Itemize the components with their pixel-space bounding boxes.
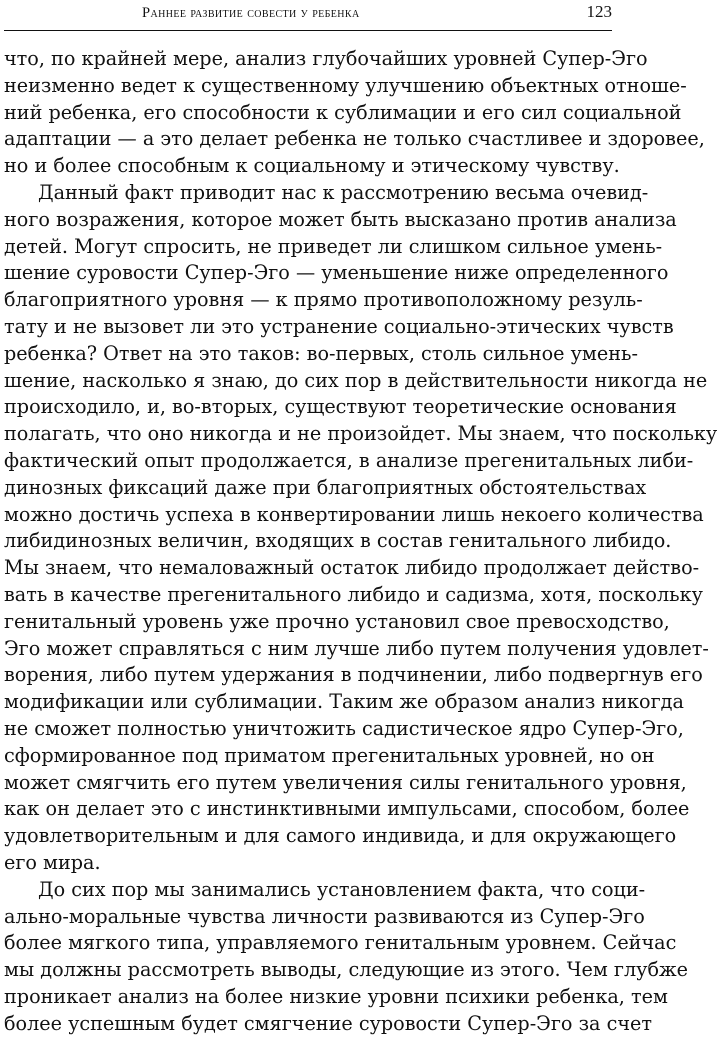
text-line: ворения, либо путем удержания в подчинении, либо подвергнув его xyxy=(4,663,703,687)
text-line: мы должны рассмотреть выводы, следующие из этого. Чем глубже xyxy=(4,958,689,982)
page-header xyxy=(4,0,612,31)
text-line: что, по крайней мере, анализ глубочайших уровней Супер-Эго xyxy=(4,47,648,70)
text-line: сформированное под приматом прегенитальных уровней, но он xyxy=(4,743,655,767)
text-line: ребенка? Ответ на это таков: во-первых, столь сильное умень- xyxy=(4,341,638,365)
text-line: но и более способным к социальному и этическому чувству. xyxy=(4,154,620,178)
text-line: генитальный уровень уже прочно установил свое превосходство, xyxy=(4,609,670,633)
body-text xyxy=(4,46,717,1037)
text-line: адаптации — а это делает ребенка не только счастливее и здоровее, xyxy=(4,127,705,151)
text-line: вать в качестве прегенитального либидо и садизма, хотя, поскольку xyxy=(4,582,703,606)
text-line: шение, насколько я знаю, до сих пор в действительности никогда не xyxy=(4,368,708,392)
text-line: фактический опыт продолжается, в анализе прегенитальных либи- xyxy=(4,448,694,472)
text-line: До сих пор мы занимались установлением факта, что соци- xyxy=(38,877,646,901)
text-line: более успешным будет смягчение суровости Супер-Эго за счет xyxy=(4,1011,652,1035)
text-line: ного возражения, которое может быть высказано против анализа xyxy=(4,207,677,231)
text-line: динозных фиксаций даже при благоприятных обстоятельствах xyxy=(4,475,647,499)
text-line: Данный факт приводит нас к рассмотрению весьма очевид- xyxy=(38,180,649,204)
text-line: Эго может справляться с ним лучше либо путем получения удовлет- xyxy=(4,636,709,660)
text-line: Мы знаем, что немаловажный остаток либидо продолжает действо- xyxy=(4,556,700,580)
text-line: происходило, и, во-вторых, существуют теоретические основания xyxy=(4,395,677,419)
text-line: полагать, что оно никогда и не произойдет. Мы знаем, что поскольку xyxy=(4,422,717,446)
text-line: благоприятного уровня — к прямо противоположному резуль- xyxy=(4,288,643,312)
text-line: проникает анализ на более низкие уровни психики ребенка, тем xyxy=(4,984,668,1008)
text-line: неизменно ведет к существенному улучшению объектных отноше- xyxy=(4,73,687,97)
text-line: может смягчить его путем увеличения силы генитального уровня, xyxy=(4,770,687,794)
text-line: шение суровости Супер-Эго — уменьшение ниже определенного xyxy=(4,261,669,285)
text-line: ний ребенка, его способности к сублимации и его сил социальной xyxy=(4,100,682,124)
text-line: тату и не вызовет ли это устранение социально-этических чувств xyxy=(4,314,674,338)
running-title: Раннее развитие совести у ребенка xyxy=(142,5,360,21)
page-number: 123 xyxy=(586,2,612,21)
text-line: более мягкого типа, управляемого генитальным уровнем. Сейчас xyxy=(4,931,677,955)
text-line: можно достичь успеха в конвертировании лишь некоего количества xyxy=(4,502,704,526)
text-line: ально-моральные чувства личности развиваются из Супер-Эго xyxy=(4,904,645,928)
text-line: не сможет полностью уничтожить садистическое ядро Супер-Эго, xyxy=(4,716,684,740)
text-line: модификации или сублимации. Таким же образом анализ никогда xyxy=(4,690,684,714)
text-line: детей. Могут спросить, не приведет ли слишком сильное умень- xyxy=(4,234,663,258)
text-line: его мира. xyxy=(4,850,101,874)
text-line: удовлетворительным и для самого индивида, и для окружающего xyxy=(4,824,677,848)
text-line: либидинозных величин, входящих в состав генитального либидо. xyxy=(4,529,672,553)
text-line: как он делает это с инстинктивными импульсами, способом, более xyxy=(4,797,690,821)
